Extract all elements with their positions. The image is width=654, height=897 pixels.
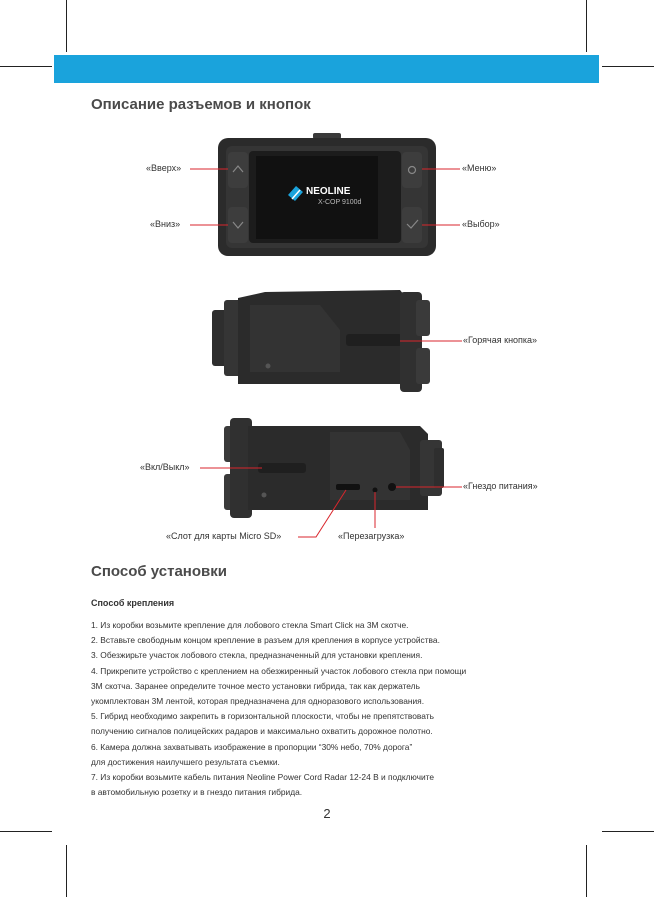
step-line: 1. Из коробки возьмите крепление для лобового стекла Smart Click на 3М скотче. xyxy=(91,620,409,630)
step-line: 4. Прикрепите устройство с креплением на обезжиренный участок лобового стекла при помощи xyxy=(91,665,467,676)
label-reset: «Перезагрузка» xyxy=(338,531,405,541)
install-steps xyxy=(91,618,571,800)
label-menu: «Меню» xyxy=(462,163,497,173)
crop-mark xyxy=(0,831,52,832)
install-subtitle: Способ крепления xyxy=(91,598,175,608)
step-line: 6. Камера должна захватывать изображение в пропорции “30% небо, 70% дорога” xyxy=(91,741,413,752)
page-number: 2 xyxy=(323,806,331,821)
step-line: 3. Обезжирьте участок лобового стекла, предназначенный для установки крепления. xyxy=(91,650,423,661)
button-select xyxy=(402,207,422,243)
power-button xyxy=(258,463,306,473)
section-title-description: Описание разъемов и кнопок xyxy=(91,96,311,113)
power-jack xyxy=(388,483,396,491)
device-side-view xyxy=(212,290,462,392)
label-hot-button: «Горячая кнопка» xyxy=(463,335,538,345)
button-up xyxy=(228,152,248,188)
step-line: 3М скотча. Заранее определите точное место установки гибрида, так как держатель xyxy=(91,680,420,691)
button-menu xyxy=(402,152,422,188)
model-text: X-COP 9100d xyxy=(318,199,362,206)
crop-mark xyxy=(602,831,654,832)
hot-button xyxy=(346,334,402,346)
step-line: укомплектован 3М лентой, которая предназначена для одноразового использования. xyxy=(91,696,425,707)
step-line: 5. Гибрид необходимо закрепить в горизонтальной плоскости, чтобы не препятствовать xyxy=(91,711,434,722)
step-line: 2. Вставьте свободным концом крепление в разъем для крепления в корпусе устройства. xyxy=(91,635,440,646)
step-line: 7. Из коробки возьмите кабель питания Neoline Power Cord Radar 12-24 В и подключите xyxy=(91,772,435,783)
button-down xyxy=(228,207,248,243)
label-down: «Вниз» xyxy=(150,219,181,229)
label-up: «Вверх» xyxy=(146,163,182,173)
section-title-install: Способ установки xyxy=(91,563,227,580)
device-side-view-rear xyxy=(200,418,462,537)
step-line: в автомобильную розетку и в гнездо питания гибрида. xyxy=(91,787,303,798)
brand-logo-text: NEOLINE xyxy=(306,186,351,197)
label-sd-slot: «Слот для карты Micro SD» xyxy=(166,531,282,541)
sd-slot xyxy=(336,484,360,490)
crop-mark xyxy=(66,845,67,897)
label-power: «Вкл/Выкл» xyxy=(140,462,190,472)
reset-hole xyxy=(373,488,378,493)
label-select: «Выбор» xyxy=(462,219,500,229)
label-power-jack: «Гнездо питания» xyxy=(463,481,538,491)
step-line: для достижения наилучшего результата съемки. xyxy=(91,756,280,767)
step-line: получению сигналов полицейских радаров и максимально охватить дорожное полотно. xyxy=(91,726,433,737)
crop-mark xyxy=(586,845,587,897)
